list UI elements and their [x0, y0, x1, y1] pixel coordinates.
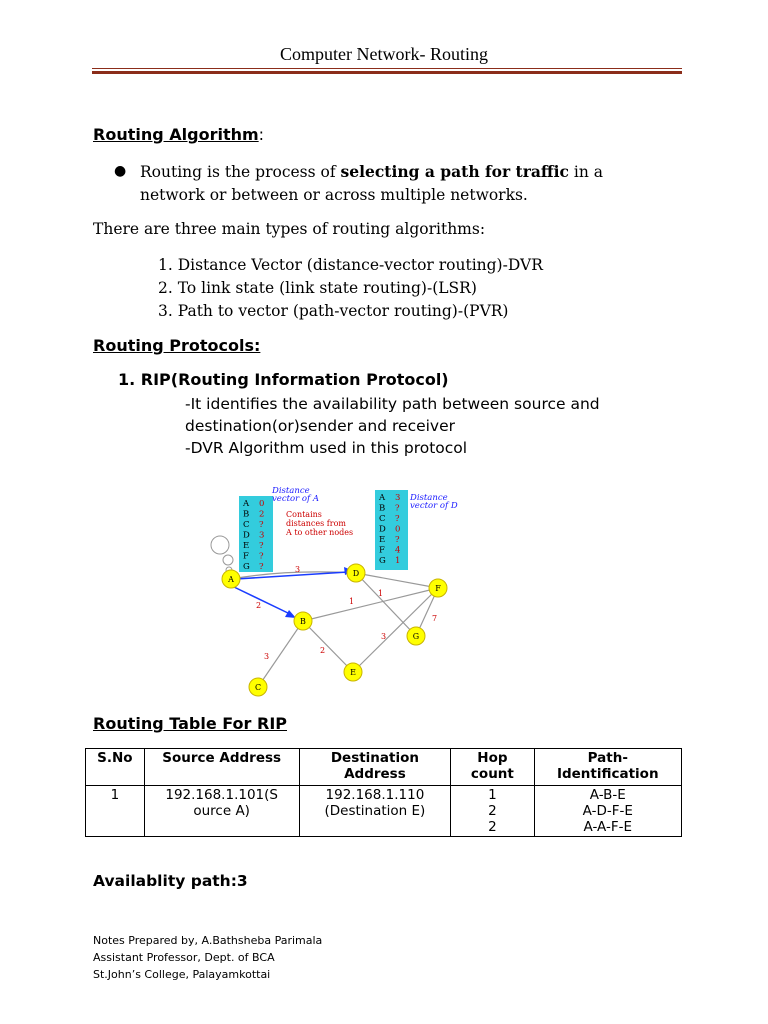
cell-text: A-D-F-E	[582, 803, 633, 819]
cell-text: 2	[488, 819, 497, 835]
algorithm-type-item: 2. To link state (link state routing)-(LSR)	[158, 279, 477, 297]
node-label: C	[254, 683, 262, 692]
bullet-dot-icon: ●	[114, 163, 127, 179]
cell-text: ource A)	[193, 803, 250, 819]
edge-label: 3	[295, 565, 301, 574]
dv-table-node: B	[379, 503, 386, 514]
definition-bullet	[140, 160, 603, 207]
dv-table-value: ?	[395, 503, 400, 514]
algorithm-type-item: 1. Distance Vector (distance-vector routing)-DVR	[158, 256, 543, 274]
dv-table-value: 4	[395, 545, 401, 556]
dv-note: distances from	[286, 519, 346, 528]
edge-label: 2	[256, 601, 262, 610]
routing-algorithm-heading	[93, 125, 264, 144]
dv-d-label: Distance	[410, 493, 448, 503]
rip-desc-line: destination(or)sender and receiver	[185, 417, 456, 435]
edge-b-e	[303, 621, 353, 672]
types-intro: There are three main types of routing algorithms:	[93, 220, 486, 238]
table-header-row	[86, 749, 682, 786]
cell-paths	[534, 786, 681, 837]
dv-table-node: F	[379, 545, 385, 556]
edge-label: 7	[432, 614, 438, 623]
node-label: D	[352, 569, 360, 578]
dv-table-node: A	[243, 499, 250, 509]
edge-label: 1	[378, 589, 384, 598]
dv-table-value: 1	[395, 556, 401, 566]
col-header: Destination Address	[299, 749, 451, 786]
dv-table-node: G	[379, 556, 386, 566]
definition-bold: selecting a path for traffic	[340, 162, 569, 181]
heading-colon: :	[258, 125, 265, 144]
cell-hops	[451, 786, 534, 837]
cell-text: 192.168.1.101(S	[165, 787, 278, 803]
cell-text: 2	[488, 803, 497, 819]
cell-text: 1	[488, 787, 497, 803]
dv-table-value: 0	[259, 499, 265, 509]
node-label: A	[228, 575, 234, 584]
dv-table-value: ?	[395, 514, 400, 524]
thought-bubble	[223, 555, 233, 565]
thought-bubble	[211, 536, 229, 554]
edge-b-f	[303, 588, 438, 621]
dv-table-node: C	[379, 514, 386, 524]
node-label: B	[300, 617, 306, 626]
dv-table-value: ?	[259, 520, 264, 530]
definition-pre: Routing is the process of	[140, 163, 341, 181]
dv-table-node: D	[379, 524, 386, 535]
routing-table	[85, 748, 682, 837]
col-header: Path-Identification	[534, 749, 681, 786]
dv-table-value: ?	[395, 535, 400, 545]
edge-label: 2	[320, 646, 326, 655]
cell-source	[144, 786, 299, 837]
cell-text: A-B-E	[589, 787, 626, 803]
arrow-a-b	[234, 587, 290, 614]
dv-table-node: B	[243, 509, 250, 520]
dv-table-value: 3	[259, 530, 265, 541]
cell-destination	[299, 786, 451, 837]
network-diagram	[198, 476, 458, 701]
footer-line: Notes Prepared by, A.Bathsheba Parimala	[93, 934, 323, 947]
dv-a-label: vector of A	[272, 494, 319, 504]
edge-label: 3	[381, 632, 387, 641]
arrowhead-icon	[285, 610, 296, 618]
dv-note: Contains	[286, 510, 322, 519]
col-header: S.No	[86, 749, 145, 786]
cell-text: 192.168.1.110	[325, 787, 425, 803]
dv-table-node: G	[243, 562, 250, 572]
cell-text: (Destination E)	[324, 803, 426, 819]
rip-desc-line: -It identifies the availability path between source and	[185, 395, 600, 413]
dv-table-node: A	[379, 493, 386, 503]
routing-table-heading: Routing Table For RIP	[93, 714, 287, 733]
dv-a-label: Distance	[272, 486, 310, 496]
node-label: E	[350, 668, 356, 677]
dv-d-label: vector of D	[410, 501, 458, 511]
definition-line2: network or between or across multiple networks.	[140, 186, 528, 204]
routing-protocols-heading: Routing Protocols:	[93, 336, 261, 355]
rip-protocol-title: 1. RIP(Routing Information Protocol)	[118, 370, 449, 389]
edge-label: 1	[349, 597, 355, 606]
availability-path: Availablity path:3	[93, 872, 248, 890]
col-header: Hop count	[451, 749, 534, 786]
dv-table-value: 2	[259, 509, 265, 520]
dv-note: A to other nodes	[286, 528, 354, 537]
dv-table-node: F	[243, 551, 249, 562]
dv-table-node: E	[379, 535, 386, 545]
col-header: Source Address	[144, 749, 299, 786]
definition-post: in a	[568, 163, 604, 181]
algorithm-types-list	[158, 254, 543, 323]
routing-algorithm-heading-text: Routing Algorithm	[93, 125, 259, 144]
cell-text: A-A-F-E	[583, 819, 633, 835]
header-rule-thick	[92, 71, 682, 74]
table-row	[86, 786, 682, 837]
footer-notes	[93, 932, 322, 983]
dv-table-value: 0	[395, 524, 401, 535]
dv-table-value: ?	[259, 541, 264, 551]
footer-line: St.John’s College, Palayamkottai	[93, 968, 271, 981]
rip-desc-line: -DVR Algorithm used in this protocol	[185, 439, 468, 457]
dv-table-node: E	[243, 541, 250, 551]
page-header-title: Computer Network- Routing	[280, 44, 488, 64]
node-label: F	[435, 584, 441, 593]
dv-table-node: D	[243, 530, 250, 541]
header-rule-thin	[92, 68, 682, 69]
dv-table-value: ?	[259, 562, 264, 572]
algorithm-type-item: 3. Path to vector (path-vector routing)-(PVR)	[158, 302, 509, 320]
dv-table-value: ?	[259, 551, 264, 562]
node-label: G	[412, 632, 420, 641]
dv-table-value: 3	[395, 493, 401, 503]
edge-e-f	[353, 588, 438, 672]
footer-line: Assistant Professor, Dept. of BCA	[93, 951, 275, 964]
cell-sno: 1	[86, 786, 145, 837]
edge-label: 3	[264, 652, 270, 661]
dv-table-node: C	[243, 520, 250, 530]
rip-description	[185, 393, 600, 459]
